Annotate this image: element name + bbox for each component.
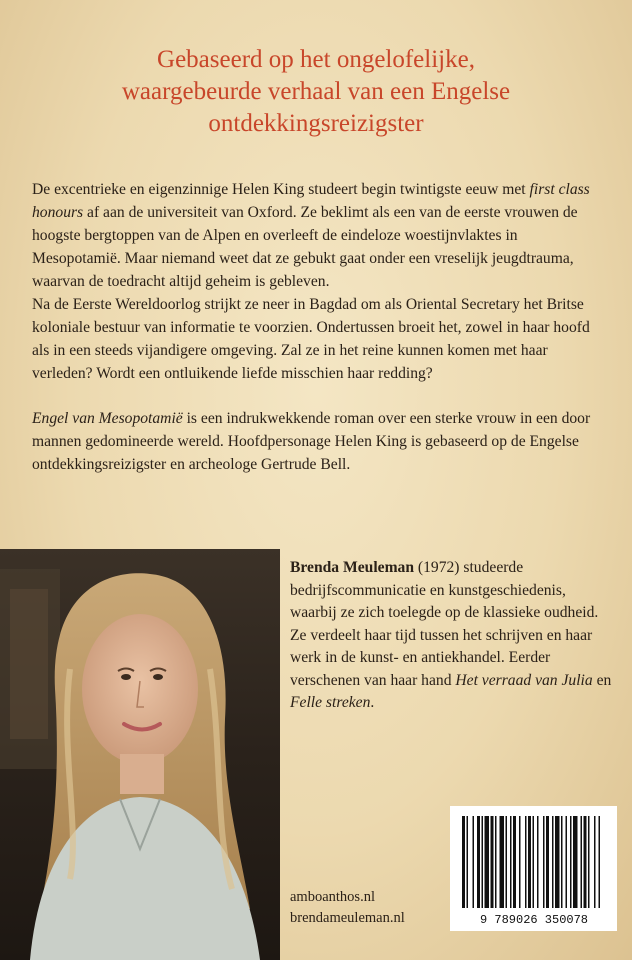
barcode-bar: [566, 816, 568, 908]
book-blurb: [32, 178, 602, 476]
blurb-italic-honours: first class honours: [32, 181, 590, 221]
barcode-bar: [491, 816, 494, 908]
barcode-bar: [570, 816, 572, 908]
barcode-bar: [519, 816, 521, 908]
blurb-paragraph-1: De excentrieke en eigenzinnige Helen King studeert begin twintigste eeuw met first class honours af aan de universiteit van Oxford. Ze beklimt als een van de eerste vrouwen de hoogste bergtoppen van de Alpen en overleeft de eindeloze woestijnvlaktes in Mesopotamië. Maar niemand weet dat ze gebukt gaat onder een vreselijk jeugdtrauma, waarvan de toedracht altijd geheim is gebleven.: [32, 181, 590, 290]
website-author[interactable]: brendameuleman.nl: [290, 910, 405, 926]
barcode-bar: [462, 816, 465, 908]
book-title-1: Het verraad van Julia: [455, 671, 593, 689]
barcode-bar: [561, 816, 563, 908]
bio-paragraph: Brenda Meuleman (1972) studeerde bedrijfscommunicatie en kunstgeschiedenis, waarbij ze zich toelegde op de klassieke oudheid. Ze verdeelt haar tijd tussen het schrijven en haar werk in de kunst- en antiekhandel. Eerder verschenen van haar hand Het verraad van Julia en Felle streken.: [290, 559, 612, 711]
tagline-line-1: Gebaseerd op het ongelofelijke,: [157, 46, 475, 73]
barcode-bar: [543, 816, 545, 908]
barcode-bars: [450, 806, 617, 931]
barcode-bar: [477, 816, 480, 908]
barcode-bar: [473, 816, 475, 908]
barcode-bar: [588, 816, 590, 908]
tagline-line-3: ontdekkingsreizigster: [208, 110, 424, 137]
barcode-bar: [510, 816, 512, 908]
barcode-bar: [599, 816, 601, 908]
websites: [290, 887, 405, 929]
barcode-bar: [581, 816, 583, 908]
author-portrait-image: [0, 549, 280, 960]
barcode-bar: [485, 816, 490, 908]
barcode-bar: [555, 816, 560, 908]
barcode-bar: [594, 816, 596, 908]
author-photo: [0, 549, 280, 960]
tagline-line-2: waargebeurde verhaal van een Engelse: [121, 78, 511, 105]
barcode-bar: [506, 816, 508, 908]
barcode-bar: [500, 816, 505, 908]
blurb-paragraph-2: Na de Eerste Wereldoorlog strijkt ze neer in Bagdad om als Oriental Secretary het Britse koloniale bestuur van informatie te voorzien. Ondertussen broeit het, zowel in haar hoofd als in een steeds vijandigere omgeving. Zal ze in het reine kunnen komen met haar verleden? Wordt een ontluikende liefde misschien haar redding?: [32, 296, 590, 382]
author-name: Brenda Meuleman: [290, 559, 415, 576]
isbn-barcode: [450, 806, 617, 931]
barcode-digits: 9 789026 350078: [479, 913, 589, 927]
barcode-bar: [573, 816, 578, 908]
barcode-bar: [528, 816, 531, 908]
barcode-bar: [584, 816, 587, 908]
blurb-book-title: Engel van Mesopotamië: [32, 410, 183, 427]
barcode-bar: [533, 816, 535, 908]
barcode-bar: [495, 816, 497, 908]
barcode-bar: [525, 816, 527, 908]
barcode-bar: [546, 816, 549, 908]
barcode-bar: [537, 816, 539, 908]
barcode-bar: [482, 816, 484, 908]
website-publisher[interactable]: amboanthos.nl: [290, 889, 375, 905]
author-bio: [290, 557, 615, 715]
tagline: [60, 44, 572, 140]
barcode-bar: [552, 816, 554, 908]
barcode-bar: [513, 816, 516, 908]
blurb-paragraph-3: Engel van Mesopotamië is een indrukwekkende roman over een sterke vrouw in een door mannen gedomineerde wereld. Hoofdpersonage Helen King is gebaseerd op de Engelse ontdekkingsreizigster en archeologe Gertrude Bell.: [32, 410, 591, 473]
barcode-bar: [467, 816, 469, 908]
book-title-2: Felle streken: [290, 694, 371, 711]
